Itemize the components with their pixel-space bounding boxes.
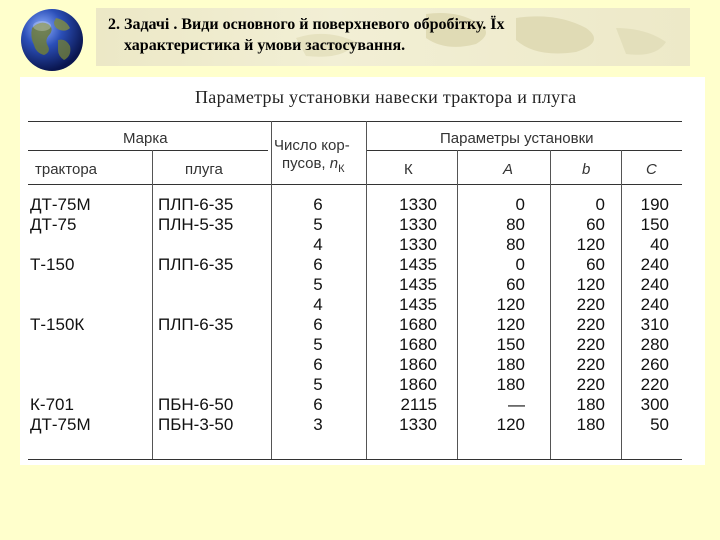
cell-C: 240 xyxy=(640,255,669,274)
cell-bodies: 5 xyxy=(313,375,323,394)
cell-bodies: 5 xyxy=(313,335,323,354)
vline-6 xyxy=(621,150,622,459)
cell-b: 60 xyxy=(586,255,605,274)
cell-plough: ПБН-6-50 xyxy=(158,395,234,414)
cell-C: 150 xyxy=(640,215,669,234)
slide-title-band xyxy=(96,8,690,66)
header-brand: Марка xyxy=(123,130,168,147)
globe-icon xyxy=(18,6,86,74)
cell-bodies: 6 xyxy=(313,395,323,414)
cell-b: 60 xyxy=(586,215,605,234)
cell-A: 180 xyxy=(496,355,525,374)
cell-b: 120 xyxy=(576,235,605,254)
cell-bodies: 6 xyxy=(313,255,323,274)
cell-tractor: Т-150К xyxy=(30,315,85,334)
cell-bodies: 6 xyxy=(313,355,323,374)
slide-title-line-1: 2. Задачі . Види основного й поверхневого обробітку. Їх xyxy=(108,16,505,33)
cell-tractor: К-701 xyxy=(30,395,74,414)
cell-C: 50 xyxy=(650,415,669,434)
cell-b: 220 xyxy=(576,335,605,354)
header-plough: плуга xyxy=(185,161,223,178)
cell-tractor: ДТ-75М xyxy=(30,195,91,214)
cell-A: 60 xyxy=(506,275,525,294)
cell-b: 220 xyxy=(576,355,605,374)
cell-K: 2115 xyxy=(400,395,437,414)
cell-b: 180 xyxy=(576,395,605,414)
cell-K: 1680 xyxy=(399,315,437,334)
header-bodies-sub: К xyxy=(338,163,345,175)
cell-A: — xyxy=(508,395,525,414)
cell-K: 1330 xyxy=(399,415,437,434)
cell-b: 120 xyxy=(576,275,605,294)
header-tractor: трактора xyxy=(35,161,98,178)
cell-C: 280 xyxy=(640,335,669,354)
cell-A: 180 xyxy=(496,375,525,394)
cell-K: 1435 xyxy=(399,295,437,314)
cell-b: 220 xyxy=(576,315,605,334)
header-K: К xyxy=(404,161,413,178)
cell-C: 240 xyxy=(640,275,669,294)
vline-5 xyxy=(550,150,551,459)
cell-C: 260 xyxy=(640,355,669,374)
cell-C: 40 xyxy=(650,235,669,254)
cell-K: 1435 xyxy=(399,255,437,274)
cell-b: 220 xyxy=(576,375,605,394)
cell-plough: ПБН-3-50 xyxy=(158,415,234,434)
cell-C: 240 xyxy=(640,295,669,314)
cell-K: 1330 xyxy=(399,215,437,234)
cell-bodies: 6 xyxy=(313,315,323,334)
rule-brand xyxy=(28,150,268,151)
cell-plough: ПЛП-6-35 xyxy=(158,255,234,274)
cell-b: 0 xyxy=(595,195,605,214)
cell-plough: ПЛП-6-35 xyxy=(158,195,234,214)
parameters-table xyxy=(20,77,705,465)
cell-bodies: 4 xyxy=(313,235,323,254)
cell-bodies: 4 xyxy=(313,295,323,314)
cell-C: 190 xyxy=(640,195,669,214)
cell-plough: ПЛП-6-35 xyxy=(158,315,234,334)
cell-K: 1330 xyxy=(399,235,437,254)
cell-tractor: ДТ-75М xyxy=(30,415,91,434)
rule-top xyxy=(28,121,682,122)
vline-4 xyxy=(457,150,458,459)
header-bodies-line1: Число кор- xyxy=(274,137,350,154)
table-caption: Параметры установки навески трактора и плуга xyxy=(195,87,577,107)
cell-bodies: 6 xyxy=(313,195,323,214)
header-A: A xyxy=(503,161,514,178)
cell-A: 120 xyxy=(496,415,525,434)
cell-bodies: 3 xyxy=(313,415,323,434)
header-bodies-word: пусов, xyxy=(282,155,326,172)
cell-K: 1860 xyxy=(399,375,437,394)
cell-A: 80 xyxy=(506,235,525,254)
cell-b: 220 xyxy=(576,295,605,314)
vline-1 xyxy=(152,150,153,459)
cell-bodies: 5 xyxy=(313,215,323,234)
rule-header-bottom xyxy=(28,184,682,185)
cell-b: 180 xyxy=(576,415,605,434)
cell-bodies: 5 xyxy=(313,275,323,294)
cell-K: 1680 xyxy=(399,335,437,354)
cell-plough: ПЛН-5-35 xyxy=(158,215,234,234)
rule-params xyxy=(366,150,682,151)
header-b: b xyxy=(582,161,591,178)
cell-A: 0 xyxy=(515,255,525,274)
header-params: Параметры установки xyxy=(440,130,594,147)
cell-K: 1860 xyxy=(399,355,437,374)
header-bodies-symbol: n xyxy=(329,155,339,172)
cell-K: 1435 xyxy=(399,275,437,294)
rule-bottom xyxy=(28,459,682,460)
slide-title-line-2: характеристика й умови застосування. xyxy=(124,37,406,54)
vline-3 xyxy=(366,121,367,459)
header-C: C xyxy=(646,161,657,178)
cell-A: 80 xyxy=(506,215,525,234)
cell-tractor: Т-150 xyxy=(30,255,75,274)
cell-A: 150 xyxy=(496,335,525,354)
cell-C: 310 xyxy=(640,315,669,334)
header-bodies-line2 xyxy=(282,155,345,175)
cell-A: 120 xyxy=(496,295,525,314)
cell-tractor: ДТ-75 xyxy=(30,215,77,234)
cell-K: 1330 xyxy=(399,195,437,214)
cell-A: 0 xyxy=(515,195,525,214)
vline-2 xyxy=(271,121,272,459)
cell-A: 120 xyxy=(496,315,525,334)
cell-C: 220 xyxy=(640,375,669,394)
cell-C: 300 xyxy=(640,395,669,414)
